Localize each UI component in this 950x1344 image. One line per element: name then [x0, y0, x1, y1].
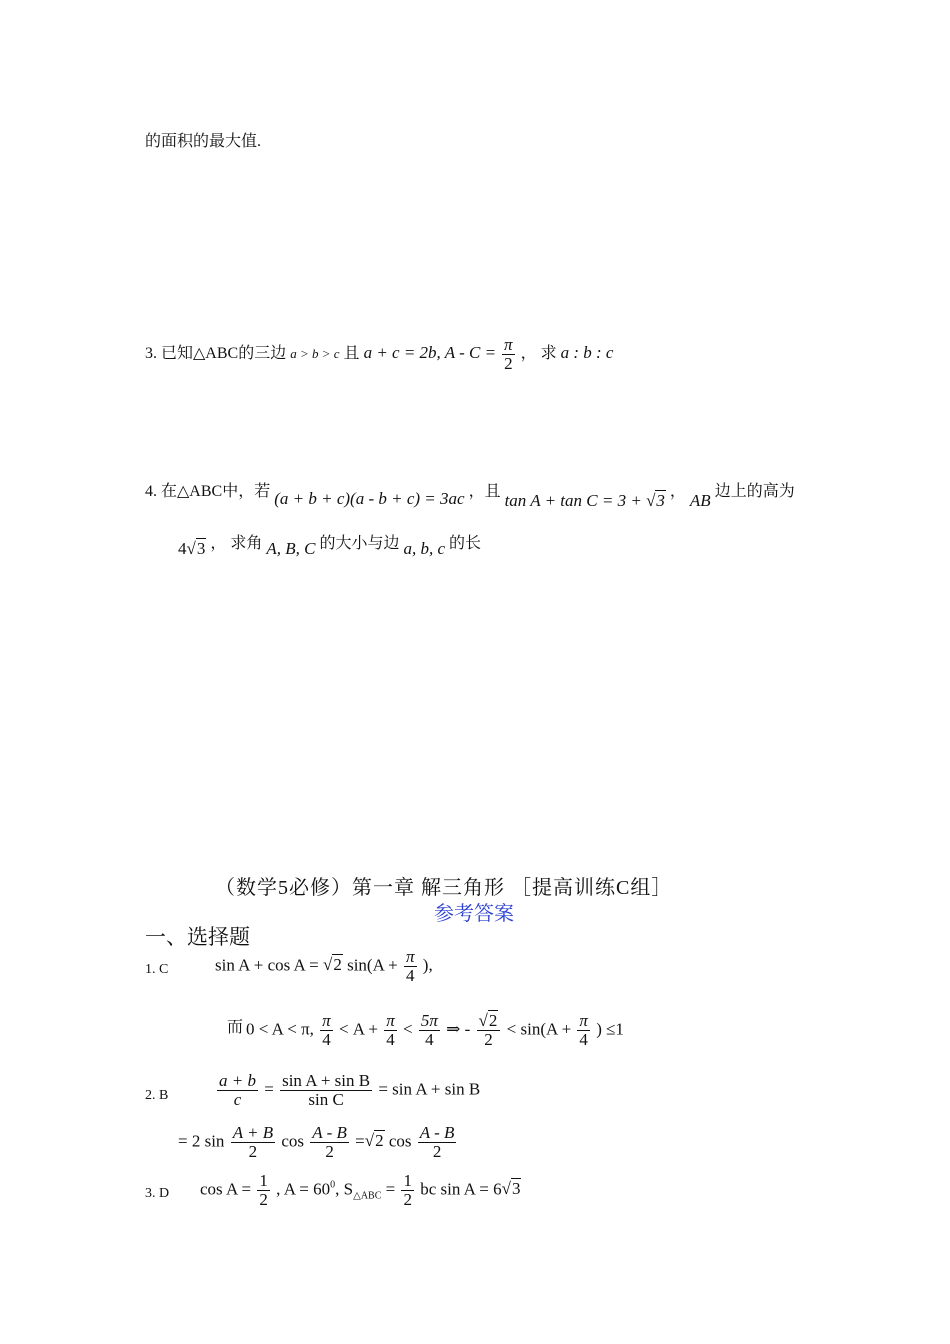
q3-pi-half: $\frac{\pi}{2}$ [504, 335, 513, 373]
q4-angles: A, B, C [266, 539, 316, 558]
q3-sep: ， [520, 345, 537, 363]
q4-end: 的长 [449, 535, 482, 552]
q4-height: 4√3 [178, 539, 206, 558]
q3-and: 且 [343, 345, 360, 363]
question-4 [145, 478, 795, 510]
q4-expr1: (a + b + c)(a - b + c) = 3ac [274, 489, 465, 508]
q4-mid: 的大小与边 [319, 535, 400, 552]
section-choice: 一、选择题 [145, 925, 250, 949]
q4-comma2: ， [210, 535, 227, 552]
question-4-line2 [178, 530, 482, 558]
answer-title: （数学5必修）第一章 解三角形 ［提高训练C组］ [215, 877, 673, 899]
answer-subtitle: 参考答案 [434, 903, 514, 925]
q3-cond2: a + c = 2b, A - C = [363, 343, 497, 363]
q4-expr2: tan A + tan C = 3 + √3 [504, 491, 665, 510]
answer-3-line: cos A = $\frac{1}{2}$ , $A = 60^0$, $S_{\triangle ABC}$ = $\frac{1}{2}$ bc sin A = 6√3 [200, 1171, 521, 1209]
answer-3-label: 3. D [145, 1186, 170, 1201]
q4-ask: 求角 [230, 535, 263, 552]
q4-ab: AB [689, 491, 711, 510]
answer-1-label: 1. C [145, 962, 169, 977]
q3-prefix: 已知△ABC的三边 [161, 345, 287, 363]
answer-2-line2: = 2 sin $\frac{A + B}{2}$ cos $\frac{A - B}{2}$ =√2 cos $\frac{A - B}{2}$ [178, 1123, 455, 1161]
answer-1-line1: sin A + cos A = √2 sin(A + $\frac{\pi}{4}$ ), [215, 947, 433, 985]
q3-ratio: a : b : c [560, 343, 614, 363]
answer-1-er: 而 [227, 1019, 244, 1036]
q3-number: 3. [145, 345, 157, 363]
q4-tail1: 边上的高为 [714, 483, 795, 500]
answer-2-label: 2. B [145, 1088, 169, 1103]
q4-sides: a, b, c [403, 539, 446, 558]
top-line: 的面积的最大值. [145, 133, 262, 150]
q3-ask: 求 [540, 345, 557, 363]
answer-2-line1: $\frac{a + b}{c}$ = $\frac{\text{sin A + sin B}}{\text{sin C}}$ = sin A + sin B [219, 1071, 481, 1109]
question-3 [145, 336, 613, 373]
q4-and: ，且 [468, 483, 501, 500]
q4-prefix: 在△ABC中，若 [161, 483, 271, 500]
q4-comma: ， [669, 483, 686, 500]
answer-1-line2: 0 < A < π, $\frac{\pi}{4}$ < A + $\frac{\pi}{4}$ < $\frac{5\pi}{4}$ ⇒ - $\frac{√2}{2}$ < sin(A + $\frac{\pi}{4}$ ) ≤1 [246, 1011, 624, 1049]
q3-cond1: a > b > c [290, 346, 340, 362]
q4-number: 4. [145, 483, 157, 500]
